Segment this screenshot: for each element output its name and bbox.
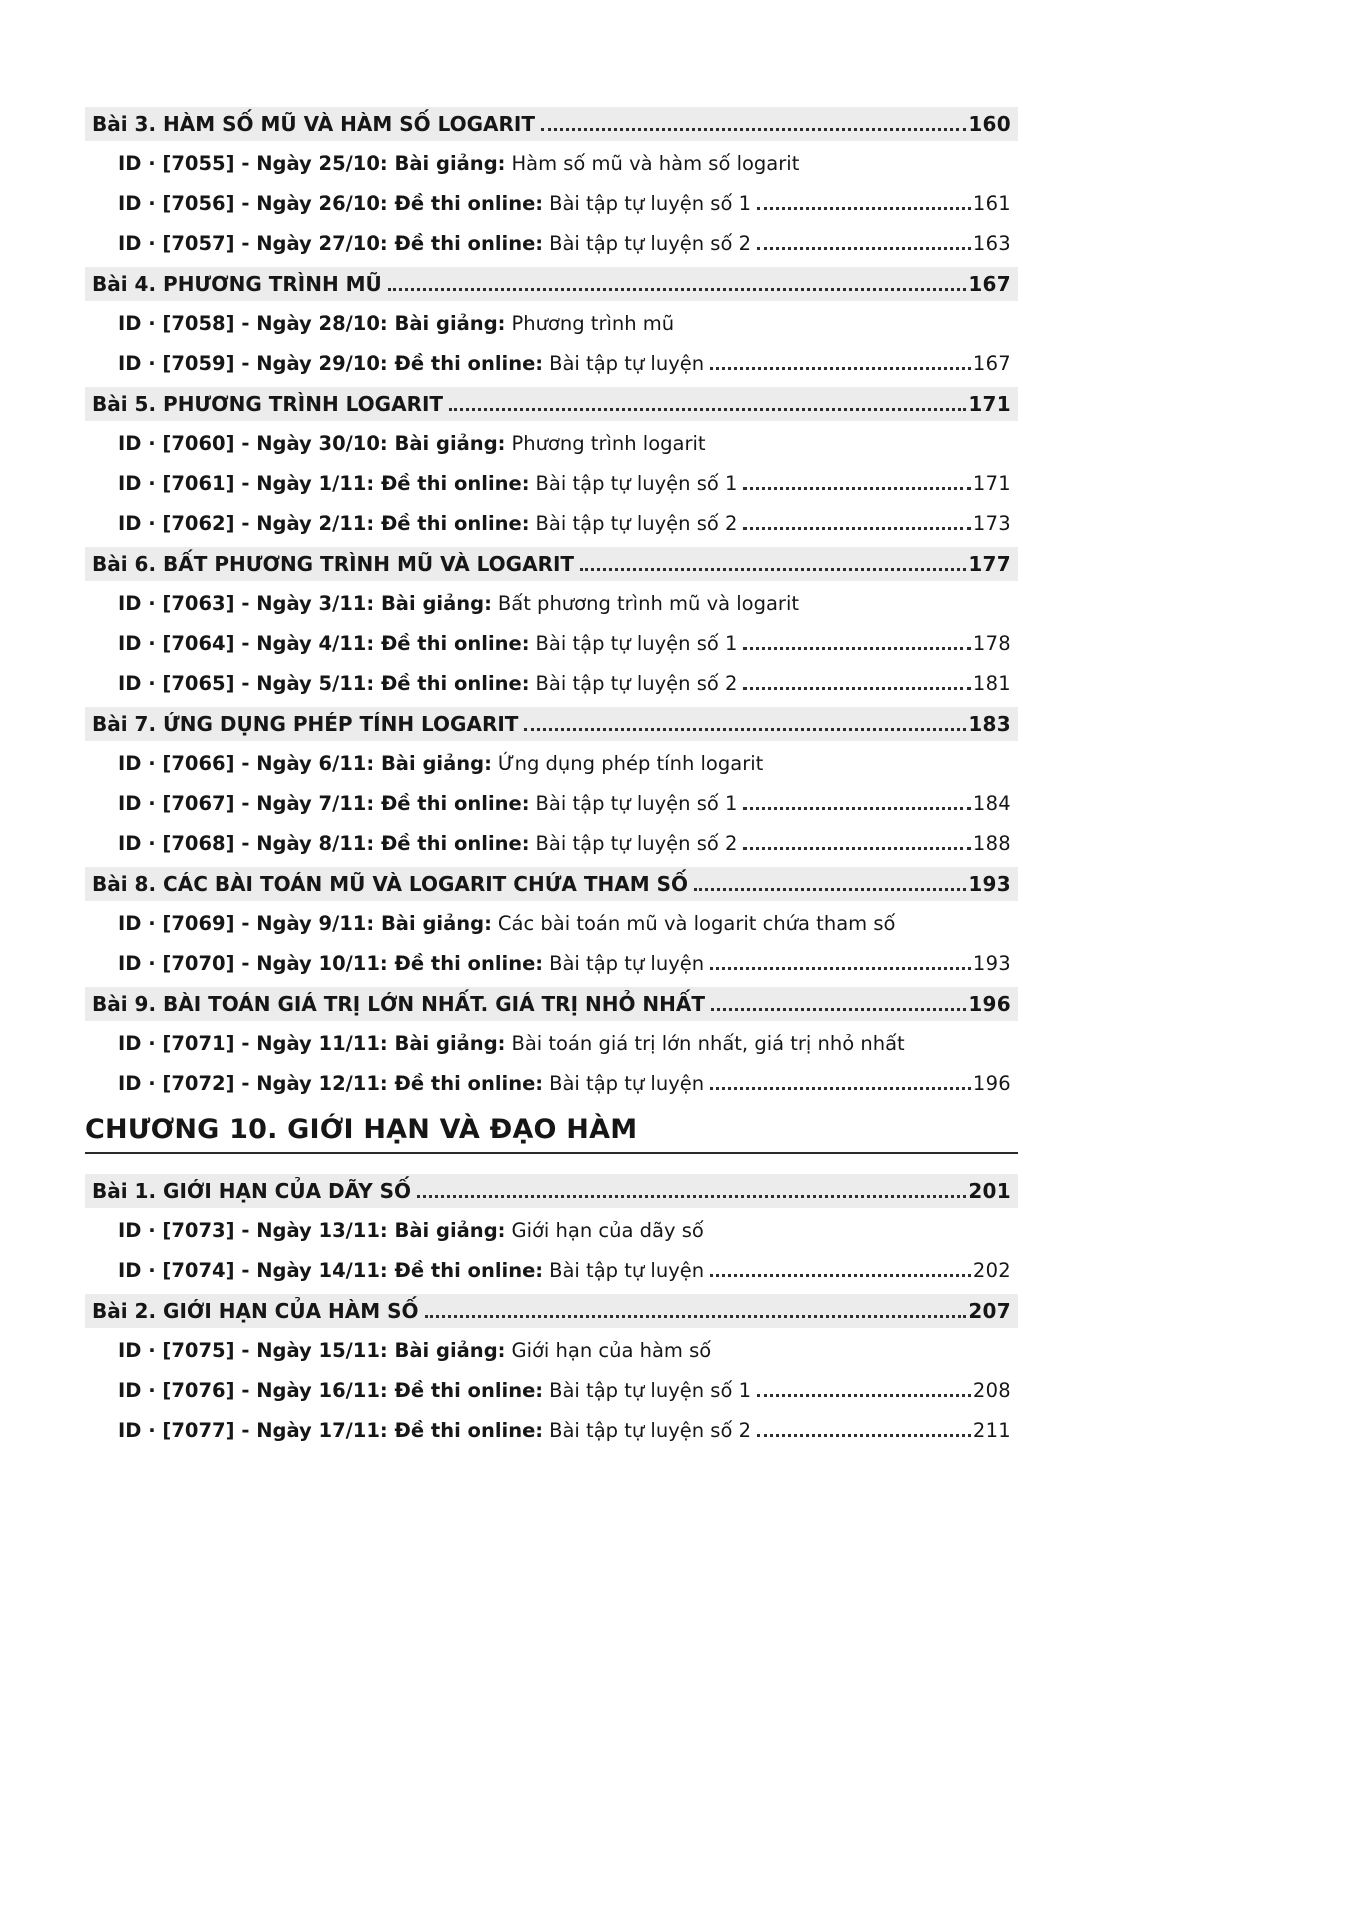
section-title: Bài 4. PHƯƠNG TRÌNH MŨ xyxy=(92,272,382,296)
toc-item-row xyxy=(85,624,1018,664)
item-page-number: 161 xyxy=(972,192,1011,215)
toc-item-row xyxy=(85,344,1018,384)
toc-section-row xyxy=(85,987,1018,1021)
toc-item-row xyxy=(85,664,1018,704)
toc-section-row xyxy=(85,1294,1018,1328)
item-label: ID · [7068] - Ngày 8/11: Đề thi online: xyxy=(118,832,530,855)
item-label: ID · [7059] - Ngày 29/10: Đề thi online: xyxy=(118,352,544,375)
section-title: Bài 3. HÀM SỐ MŨ VÀ HÀM SỐ LOGARIT xyxy=(92,112,536,136)
item-title: Bài tập tự luyện số 2 xyxy=(535,832,738,855)
item-page-number: 193 xyxy=(972,952,1011,975)
item-title: Các bài toán mũ và logarit chứa tham số xyxy=(497,912,896,935)
item-label: ID · [7066] - Ngày 6/11: Bài giảng: xyxy=(118,752,492,775)
section-title: Bài 5. PHƯƠNG TRÌNH LOGARIT xyxy=(92,392,444,416)
dot-leader xyxy=(417,1194,966,1198)
dot-leader xyxy=(743,686,970,690)
toc-item-row xyxy=(85,1331,1018,1371)
dot-leader xyxy=(743,486,970,490)
section-title: Bài 1. GIỚI HẠN CỦA DÃY SỐ xyxy=(92,1179,412,1203)
dot-leader xyxy=(757,1393,971,1397)
item-label: ID · [7062] - Ngày 2/11: Đề thi online: xyxy=(118,512,530,535)
toc-section-row xyxy=(85,867,1018,901)
dot-leader xyxy=(449,407,966,411)
dot-leader xyxy=(743,646,970,650)
item-page-number: 181 xyxy=(972,672,1011,695)
toc-item-row xyxy=(85,1411,1018,1451)
item-label: ID · [7070] - Ngày 10/11: Đề thi online: xyxy=(118,952,544,975)
chapter-rule xyxy=(85,1152,1018,1154)
section-title: Bài 9. BÀI TOÁN GIÁ TRỊ LỚN NHẤT. GIÁ TRỊ NHỎ NHẤT xyxy=(92,992,706,1016)
item-title: Bài tập tự luyện số 1 xyxy=(549,192,751,215)
item-page-number: 171 xyxy=(972,472,1011,495)
section-page-number: 201 xyxy=(968,1179,1011,1203)
toc-section-row xyxy=(85,707,1018,741)
toc-section-row xyxy=(85,547,1018,581)
toc-item-row xyxy=(85,504,1018,544)
toc-item-row xyxy=(85,944,1018,984)
section-title: Bài 7. ỨNG DỤNG PHÉP TÍNH LOGARIT xyxy=(92,712,519,736)
item-label: ID · [7076] - Ngày 16/11: Đề thi online: xyxy=(118,1379,544,1402)
toc-item-row xyxy=(85,144,1018,184)
item-page-number: 163 xyxy=(972,232,1011,255)
dot-leader xyxy=(757,246,971,250)
dot-leader xyxy=(743,806,970,810)
item-page-number: 178 xyxy=(972,632,1011,655)
dot-leader xyxy=(710,366,971,370)
toc-item-row xyxy=(85,464,1018,504)
item-page-number: 188 xyxy=(972,832,1011,855)
item-title: Bài tập tự luyện số 2 xyxy=(549,232,751,255)
section-page-number: 196 xyxy=(968,992,1011,1016)
item-title: Bài toán giá trị lớn nhất, giá trị nhỏ nhất xyxy=(511,1032,905,1055)
dot-leader xyxy=(425,1314,967,1318)
item-title: Bài tập tự luyện số 2 xyxy=(535,672,738,695)
section-page-number: 167 xyxy=(968,272,1011,296)
item-page-number: 173 xyxy=(972,512,1011,535)
toc-item-row xyxy=(85,1371,1018,1411)
item-label: ID · [7057] - Ngày 27/10: Đề thi online: xyxy=(118,232,544,255)
item-title: Bài tập tự luyện số 1 xyxy=(535,792,738,815)
toc-section-row xyxy=(85,387,1018,421)
item-page-number: 184 xyxy=(972,792,1011,815)
item-title: Bài tập tự luyện xyxy=(549,1259,705,1282)
item-page-number: 196 xyxy=(972,1072,1011,1095)
toc-item-row xyxy=(85,744,1018,784)
item-label: ID · [7061] - Ngày 1/11: Đề thi online: xyxy=(118,472,530,495)
item-label: ID · [7073] - Ngày 13/11: Bài giảng: xyxy=(118,1219,506,1242)
item-label: ID · [7075] - Ngày 15/11: Bài giảng: xyxy=(118,1339,506,1362)
item-label: ID · [7072] - Ngày 12/11: Đề thi online: xyxy=(118,1072,544,1095)
item-title: Bài tập tự luyện xyxy=(549,952,705,975)
section-page-number: 193 xyxy=(968,872,1011,896)
item-title: Bài tập tự luyện số 2 xyxy=(549,1419,751,1442)
item-title: Giới hạn của dãy số xyxy=(511,1219,704,1242)
toc-item-row xyxy=(85,824,1018,864)
section-title: Bài 8. CÁC BÀI TOÁN MŨ VÀ LOGARIT CHỨA THAM SỐ xyxy=(92,872,688,896)
chapter-heading-block xyxy=(85,1110,1018,1154)
dot-leader xyxy=(541,127,966,131)
item-label: ID · [7067] - Ngày 7/11: Đề thi online: xyxy=(118,792,530,815)
dot-leader xyxy=(524,727,966,731)
item-page-number: 167 xyxy=(972,352,1011,375)
dot-leader xyxy=(710,1086,971,1090)
section-page-number: 160 xyxy=(968,112,1011,136)
item-label: ID · [7056] - Ngày 26/10: Đề thi online: xyxy=(118,192,544,215)
section-page-number: 171 xyxy=(968,392,1011,416)
item-label: ID · [7060] - Ngày 30/10: Bài giảng: xyxy=(118,432,506,455)
item-title: Bài tập tự luyện số 1 xyxy=(535,472,738,495)
section-title: Bài 2. GIỚI HẠN CỦA HÀM SỐ xyxy=(92,1299,419,1323)
toc-item-row xyxy=(85,1064,1018,1104)
toc-list xyxy=(85,104,1018,1451)
item-label: ID · [7065] - Ngày 5/11: Đề thi online: xyxy=(118,672,530,695)
dot-leader xyxy=(580,567,966,571)
toc-item-row xyxy=(85,584,1018,624)
chapter-title: CHƯƠNG 10. GIỚI HẠN VÀ ĐẠO HÀM xyxy=(85,1114,638,1145)
toc-section-row xyxy=(85,1174,1018,1208)
toc-item-row xyxy=(85,784,1018,824)
toc-item-row xyxy=(85,904,1018,944)
toc-item-row xyxy=(85,1251,1018,1291)
dot-leader xyxy=(694,887,966,891)
item-label: ID · [7063] - Ngày 3/11: Bài giảng: xyxy=(118,592,492,615)
dot-leader xyxy=(757,1433,971,1437)
item-title: Bài tập tự luyện số 1 xyxy=(535,632,738,655)
dot-leader xyxy=(388,287,967,291)
item-page-number: 202 xyxy=(972,1259,1011,1282)
item-title: Hàm số mũ và hàm số logarit xyxy=(511,152,800,175)
dot-leader xyxy=(710,966,971,970)
dot-leader xyxy=(743,526,970,530)
toc-item-row xyxy=(85,424,1018,464)
item-title: Giới hạn của hàm số xyxy=(511,1339,712,1362)
dot-leader xyxy=(711,1007,966,1011)
item-title: Bất phương trình mũ và logarit xyxy=(497,592,800,615)
item-title: Bài tập tự luyện xyxy=(549,1072,705,1095)
toc-item-row xyxy=(85,184,1018,224)
toc-item-row xyxy=(85,1211,1018,1251)
item-page-number: 208 xyxy=(972,1379,1011,1402)
toc-section-row xyxy=(85,107,1018,141)
item-label: ID · [7069] - Ngày 9/11: Bài giảng: xyxy=(118,912,492,935)
dot-leader xyxy=(710,1273,971,1277)
section-page-number: 177 xyxy=(968,552,1011,576)
item-label: ID · [7077] - Ngày 17/11: Đề thi online: xyxy=(118,1419,544,1442)
item-title: Phương trình logarit xyxy=(511,432,706,455)
toc-section-row xyxy=(85,267,1018,301)
dot-leader xyxy=(757,206,971,210)
item-title: Bài tập tự luyện xyxy=(549,352,705,375)
section-page-number: 207 xyxy=(968,1299,1011,1323)
item-label: ID · [7071] - Ngày 11/11: Bài giảng: xyxy=(118,1032,506,1055)
item-label: ID · [7074] - Ngày 14/11: Đề thi online: xyxy=(118,1259,544,1282)
item-label: ID · [7064] - Ngày 4/11: Đề thi online: xyxy=(118,632,530,655)
item-title: Ứng dụng phép tính logarit xyxy=(497,752,764,775)
section-title: Bài 6. BẤT PHƯƠNG TRÌNH MŨ VÀ LOGARIT xyxy=(92,552,575,576)
toc-item-row xyxy=(85,224,1018,264)
toc-item-row xyxy=(85,1024,1018,1064)
toc-item-row xyxy=(85,304,1018,344)
item-label: ID · [7058] - Ngày 28/10: Bài giảng: xyxy=(118,312,506,335)
item-page-number: 211 xyxy=(972,1419,1011,1442)
item-title: Bài tập tự luyện số 1 xyxy=(549,1379,751,1402)
dot-leader xyxy=(743,846,970,850)
section-page-number: 183 xyxy=(968,712,1011,736)
item-title: Phương trình mũ xyxy=(511,312,675,335)
item-title: Bài tập tự luyện số 2 xyxy=(535,512,738,535)
item-label: ID · [7055] - Ngày 25/10: Bài giảng: xyxy=(118,152,506,175)
